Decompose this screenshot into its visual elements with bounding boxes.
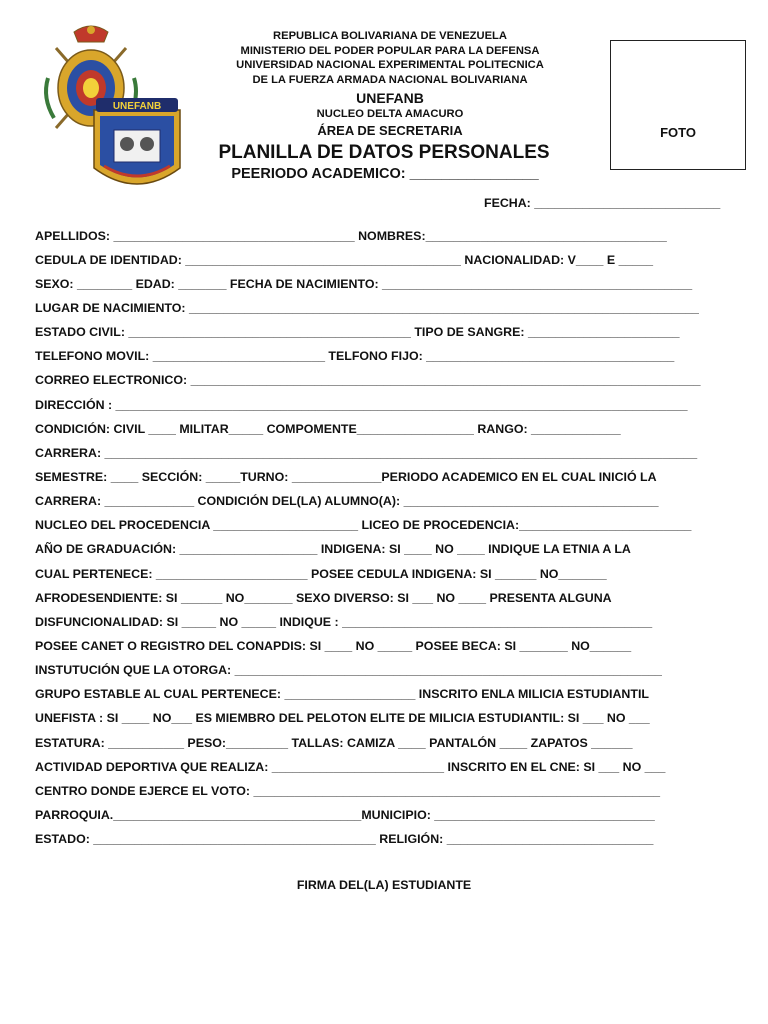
form-line-actividad-deportiva: ACTIVIDAD DEPORTIVA QUE REALIZA: _________________________ INSCRITO EN EL CNE: SI ___ NO ___: [35, 760, 666, 774]
form-line-conapdis: POSEE CANET O REGISTRO DEL CONAPDIS: SI ____ NO _____ POSEE BECA: SI _______ NO______: [35, 639, 632, 653]
form-line-semestre: SEMESTRE: ____ SECCIÓN: _____TURNO: _____________PERIODO ACADEMICO EN EL CUAL INICIÓ LA: [35, 470, 657, 484]
form-line-correo: CORREO ELECTRONICO: __________________________________________________________________________: [35, 373, 701, 387]
academic-period: PEERIODO ACADEMICO: ________________: [231, 166, 539, 182]
header-armed-forces: DE LA FUERZA ARMADA NACIONAL BOLIVARIANA: [252, 74, 528, 86]
form-line-telefono: TELEFONO MOVIL: _________________________ TELFONO FIJO: ____________________________________: [35, 349, 675, 363]
form-line-sexo: SEXO: ________ EDAD: _______ FECHA DE NACIMIENTO: _____________________________________________: [35, 277, 693, 291]
form-line-disfuncionalidad: DISFUNCIONALIDAD: SI _____ NO _____ INDIQUE : _____________________________________________: [35, 615, 653, 629]
university-shield: [94, 98, 180, 184]
form-line-procedencia: NUCLEO DEL PROCEDENCIA _____________________ LICEO DE PROCEDENCIA:_________________________: [35, 518, 692, 532]
header-ministry: MINISTERIO DEL PODER POPULAR PARA LA DEFENSA: [240, 45, 540, 57]
form-line-milicia: UNEFISTA : SI ____ NO___ ES MIEMBRO DEL PELOTON ELITE DE MILICIA ESTUDIANTIL: SI ___ NO ___: [35, 711, 650, 725]
form-line-direccion: DIRECCIÓN : ___________________________________________________________________________________: [35, 398, 688, 412]
header-acronym: UNEFANB: [356, 90, 424, 106]
form-line-cedula: CEDULA DE IDENTIDAD: ________________________________________ NACIONALIDAD: V____ E _____: [35, 253, 654, 267]
photo-label: FOTO: [660, 125, 696, 140]
form-line-afrodescendiente: AFRODESENDIENTE: SI ______ NO_______ SEXO DIVERSO: SI ___ NO ____ PRESENTA ALGUNA: [35, 591, 612, 605]
form-line-etnia: CUAL PERTENECE: ______________________ POSEE CEDULA INDIGENA: SI ______ NO_______: [35, 567, 607, 581]
header-university: UNIVERSIDAD NACIONAL EXPERIMENTAL POLITECNICA: [236, 59, 544, 71]
header-area: ÁREA DE SECRETARIA: [317, 123, 463, 138]
form-line-apellidos: APELLIDOS: ___________________________________ NOMBRES:___________________________________: [35, 229, 667, 243]
unefanb-emblem-logo: [34, 18, 184, 198]
form-line-parroquia: PARROQUIA.____________________________________MUNICIPIO: ________________________________: [35, 808, 655, 822]
form-line-lugar-nacimiento: LUGAR DE NACIMIENTO: __________________________________________________________________________: [35, 301, 699, 315]
photo-box: [610, 40, 746, 170]
form-line-institucion: INSTUTUCIÓN QUE LA OTORGA: ______________________________________________________________: [35, 663, 662, 677]
form-line-estado-religion: ESTADO: _________________________________________ RELIGIÓN: ______________________________: [35, 832, 654, 846]
form-line-estado-civil: ESTADO CIVIL: _________________________________________ TIPO DE SANGRE: ______________________: [35, 325, 680, 339]
form-line-carrera: CARRERA: ______________________________________________________________________________________: [35, 446, 698, 460]
form-line-centro-voto: CENTRO DONDE EJERCE EL VOTO: ___________________________________________________________: [35, 784, 661, 798]
form-line-estatura: ESTATURA: ___________ PESO:_________ TALLAS: CAMIZA ____ PANTALÓN ____ ZAPATOS ______: [35, 736, 633, 750]
shield-text: UNEFANB: [112, 101, 162, 112]
header-country: REPUBLICA BOLIVARIANA DE VENEZUELA: [273, 30, 507, 42]
form-line-condicion: CONDICIÓN: CIVIL ____ MILITAR_____ COMPOMENTE_________________ RANGO: _____________: [35, 422, 621, 436]
signature-label: FIRMA DEL(LA) ESTUDIANTE: [296, 878, 472, 892]
page-title: PLANILLA DE DATOS PERSONALES: [218, 142, 550, 163]
form-line-grupo-estable: GRUPO ESTABLE AL CUAL PERTENECE: ___________________ INSCRITO ENLA MILICIA ESTUDIANTIL: [35, 687, 649, 701]
form-line-graduacion: AÑO DE GRADUACIÓN: ____________________ INDIGENA: SI ____ NO ____ INDIQUE LA ETNIA A LA: [35, 542, 631, 556]
date-field: FECHA: ___________________________: [484, 196, 721, 210]
header-nucleo: NUCLEO DELTA AMACURO: [316, 108, 464, 120]
form-line-carrera-condicion: CARRERA: _____________ CONDICIÓN DEL(LA) ALUMNO(A): _____________________________________: [35, 494, 659, 508]
